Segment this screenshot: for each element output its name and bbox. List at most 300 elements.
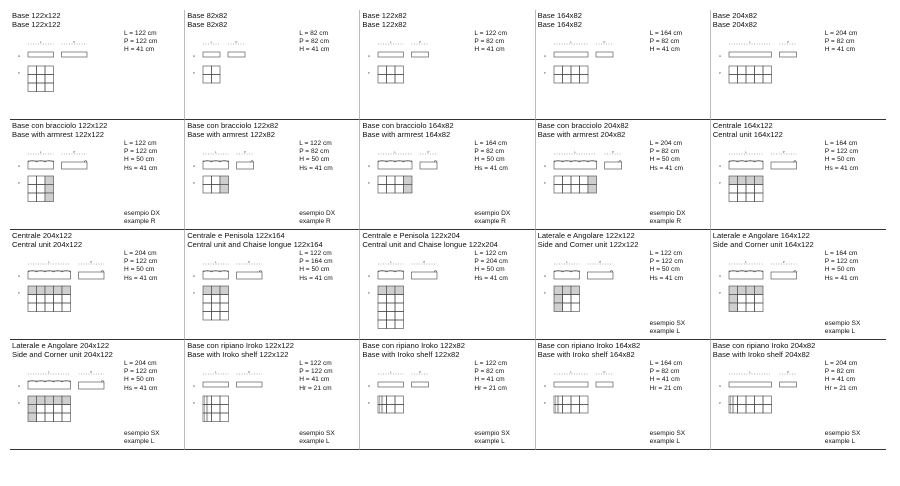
svg-text:H: H [543,54,546,58]
dimension-value: L = 164 cm [649,360,683,367]
dimension-value: P = 122 cm [824,148,859,156]
dimensions-list [474,250,508,283]
dimension-value: L = 82 cm [299,30,329,37]
product-titles [12,12,61,29]
svg-text:L: L [390,370,392,374]
example-note [474,210,510,226]
dimension-value: H = 41 cm [824,376,856,384]
product-cell [185,120,360,230]
note-italian: esempio DX [649,209,686,217]
product-titles [713,342,816,359]
technical-drawing [717,370,821,442]
dimension-value: P = 82 cm [299,38,329,46]
svg-text:L: L [749,370,751,374]
svg-text:H: H [543,384,546,388]
title-english: Side and Corner unit 164x122 [712,239,814,249]
product-titles [362,232,498,249]
title-english: Central unit 204x122 [12,239,83,249]
title-english: Base with Iroko shelf 122x82 [362,349,460,359]
technical-drawing [717,260,821,332]
dimension-value: H = 50 cm [299,156,330,164]
title-italian: Centrale 164x122 [712,121,773,130]
svg-text:H: H [193,384,196,388]
dimension-value: L = 122 cm [474,360,507,367]
svg-text:L: L [48,260,51,264]
product-cell [536,120,711,230]
title-italian: Base con bracciolo 204x82 [537,121,629,130]
product-cell [185,340,360,450]
note-italian: esempio SX [649,429,686,437]
dimension-value: L = 204 cm [824,360,858,367]
svg-text:H: H [368,274,371,278]
product-titles [12,342,113,359]
dimension-value: P = 82 cm [474,368,505,376]
note-english: example L [824,327,856,335]
title-english: Base with Iroko shelf 122x122 [187,349,289,359]
product-titles [538,12,582,29]
product-cell [536,10,711,120]
dimension-value: P = 164 cm [299,258,333,266]
product-titles [12,122,107,139]
dimension-value: L = 204 cm [124,360,157,367]
svg-text:P: P [543,401,546,405]
dimension-value: Hr = 21 cm [474,384,507,392]
dimension-value: H = 50 cm [474,266,505,274]
dimensions-list [474,30,507,55]
dimension-value: Hs = 41 cm [124,274,158,282]
svg-text:P: P [368,291,371,295]
dimension-value: P = 82 cm [649,368,680,376]
title-english: Side and Corner unit 204x122 [12,349,113,359]
technical-drawing [16,370,120,442]
note-italian: esempio SX [824,319,861,327]
example-note [299,430,335,446]
svg-text:P: P [543,291,546,295]
dimension-value: H = 50 cm [649,156,680,164]
product-titles [538,122,629,139]
dimension-value: P = 82 cm [649,148,680,156]
title-english: Central unit and Chaise longue 122x204 [362,239,498,249]
dimensions-list [825,360,858,393]
technical-drawing [366,40,470,112]
svg-text:H: H [193,54,196,58]
dimensions-list [124,360,158,393]
product-titles [538,342,641,359]
product-titles [12,232,82,249]
svg-text:L: L [569,370,572,374]
dimension-value: H = 50 cm [124,156,155,164]
example-note [650,210,686,226]
svg-text:P: P [718,401,721,405]
note-italian: esempio SX [124,429,160,437]
product-cell [185,10,360,120]
svg-text:H: H [18,164,21,168]
dimension-value: P = 122 cm [124,258,158,266]
svg-text:H: H [193,274,196,278]
technical-drawing [191,150,295,222]
svg-text:H: H [18,54,21,58]
note-italian: esempio SX [824,429,861,437]
dimension-value: L = 204 cm [824,30,858,37]
dimension-value: P = 82 cm [474,148,505,156]
svg-text:L: L [390,260,392,264]
product-titles [538,232,639,249]
dimensions-list [124,250,158,283]
dimension-value: H = 50 cm [824,156,856,164]
example-note [825,430,861,446]
dimension-value: L = 122 cm [474,30,507,37]
svg-text:P: P [368,401,371,405]
technical-drawing [191,260,295,332]
product-cell [360,120,535,230]
example-note [650,320,686,336]
dimension-value: H = 50 cm [649,266,680,274]
dimensions-list [650,250,684,283]
dimensions-list [650,360,683,393]
technical-drawing [542,40,646,112]
svg-text:P: P [419,370,422,374]
technical-drawing [366,260,470,332]
svg-text:L: L [39,40,42,44]
dimension-value: L = 164 cm [474,140,507,147]
title-italian: Base 122x122 [12,11,61,20]
title-english: Base with armrest 122x122 [12,129,105,139]
product-cell [10,340,185,450]
dimension-value: H = 50 cm [124,266,155,274]
dimensions-list [825,30,858,55]
note-italian: esempio SX [299,429,335,437]
technical-drawing [191,370,295,442]
product-titles [362,122,453,139]
dimension-value: L = 164 cm [824,250,858,257]
dimensions-list [124,140,158,173]
dimensions-list [299,140,333,173]
title-italian: Base con ripiano Iroko 122x82 [362,341,465,350]
dimension-value: P = 82 cm [649,38,680,46]
note-english: example R [649,217,682,225]
note-english: example R [299,217,331,225]
product-titles [187,122,278,139]
note-english: example L [824,437,856,445]
dimension-value: P = 204 cm [474,258,508,266]
title-italian: Base 122x82 [362,11,407,20]
svg-text:P: P [73,150,76,154]
dimension-value: L = 122 cm [299,360,332,367]
svg-text:L: L [390,40,392,44]
svg-text:P: P [543,71,546,75]
svg-text:P: P [244,150,247,154]
product-cell [10,120,185,230]
dimension-value: Hs = 41 cm [474,274,508,282]
note-italian: esempio SX [649,319,686,327]
title-italian: Laterale e Angolare 122x122 [537,231,635,240]
dimension-value: Hs = 41 cm [124,384,158,392]
svg-text:P: P [786,370,789,374]
title-italian: Base con bracciolo 122x82 [187,121,279,130]
dimension-value: L = 164 cm [649,30,683,37]
dimension-value: P = 122 cm [124,38,158,46]
dimension-value: P = 82 cm [824,38,855,46]
product-cell [711,120,886,230]
title-english: Central unit 164x122 [712,129,783,139]
example-note [650,430,686,446]
svg-text:P: P [235,40,238,44]
svg-text:P: P [18,181,21,185]
note-english: example L [649,327,681,335]
dimension-value: P = 82 cm [474,38,505,46]
product-cell [10,10,185,120]
title-english: Base 122x122 [12,19,61,29]
dimension-value: Hs = 41 cm [824,274,859,282]
svg-text:H: H [368,54,371,58]
product-titles [187,342,294,359]
note-italian: esempio DX [474,209,511,217]
title-english: Base 122x82 [362,19,407,29]
note-english: example L [649,437,681,445]
svg-text:L: L [744,150,747,154]
title-italian: Centrale e Penisola 122x204 [362,231,460,240]
technical-drawing [16,40,120,112]
title-italian: Base con ripiano Iroko 204x82 [712,341,816,350]
svg-text:P: P [718,291,721,295]
svg-text:H: H [718,274,721,278]
svg-text:L: L [215,370,217,374]
dimensions-list [474,360,507,393]
svg-text:P: P [611,150,614,154]
svg-text:P: P [368,71,371,75]
svg-text:H: H [368,384,371,388]
svg-text:P: P [90,260,93,264]
technical-drawing [16,150,120,222]
title-english: Base 82x82 [187,19,228,29]
svg-text:L: L [744,260,747,264]
svg-text:P: P [90,370,93,374]
product-cell [10,230,185,340]
note-italian: esempio SX [474,429,510,437]
technical-drawing [16,260,120,332]
dimension-value: H = 50 cm [824,266,856,274]
svg-text:P: P [603,40,606,44]
dimension-value: Hs = 41 cm [474,164,508,172]
technical-drawing [717,40,821,112]
product-titles [187,12,227,29]
svg-text:P: P [248,260,251,264]
title-italian: Centrale e Penisola 122x164 [187,231,285,240]
note-italian: esempio DX [299,209,336,217]
dimensions-list [650,30,683,55]
dimension-value: Hr = 21 cm [649,384,683,392]
title-english: Base with armrest 122x82 [187,129,275,139]
example-note [124,430,160,446]
title-english: Base with Iroko shelf 164x82 [537,349,635,359]
dimension-value: L = 122 cm [299,250,332,257]
product-cell [536,230,711,340]
dimensions-list [825,250,859,283]
dimension-value: H = 41 cm [124,46,155,54]
svg-text:P: P [718,181,721,185]
svg-text:P: P [782,150,785,154]
svg-text:L: L [39,150,42,154]
dimension-value: P = 122 cm [824,258,859,266]
svg-text:L: L [215,260,217,264]
dimension-value: P = 82 cm [824,368,855,376]
svg-text:L: L [48,370,51,374]
title-italian: Base 204x82 [712,11,758,20]
dimension-value: L = 164 cm [824,140,858,147]
dimensions-list [650,140,684,173]
technical-drawing [191,40,295,112]
svg-text:L: L [394,150,397,154]
svg-text:P: P [18,401,21,405]
product-cell [536,340,711,450]
title-italian: Base 82x82 [187,11,228,20]
product-cell [711,340,886,450]
svg-text:H: H [718,384,721,388]
dimensions-list [299,250,333,283]
product-titles [713,232,814,249]
svg-text:H: H [368,164,371,168]
svg-text:H: H [718,54,721,58]
dimensions-list [124,30,157,55]
product-titles [362,12,406,29]
dimension-value: L = 122 cm [649,250,683,257]
dimension-value: H = 41 cm [299,46,330,54]
svg-text:P: P [598,260,601,264]
dimension-value: P = 122 cm [649,258,684,266]
dimension-value: Hr = 21 cm [299,384,332,392]
dimension-value: H = 41 cm [824,46,856,54]
dimensions-list [474,140,508,173]
dimension-value: H = 50 cm [474,156,505,164]
technical-drawing [542,370,646,442]
dimension-value: H = 41 cm [649,46,680,54]
svg-text:H: H [193,164,196,168]
dimension-value: H = 41 cm [649,376,680,384]
catalog-grid [10,10,886,450]
svg-text:L: L [210,40,213,44]
product-titles [713,12,757,29]
dimension-value: Hs = 41 cm [824,164,859,172]
product-cell [711,230,886,340]
svg-text:H: H [543,164,546,168]
product-cell [711,10,886,120]
svg-text:P: P [73,40,76,44]
svg-text:L: L [574,150,576,154]
dimension-value: H = 50 cm [299,266,330,274]
dimension-value: L = 122 cm [299,140,332,147]
dimension-value: Hs = 41 cm [299,164,333,172]
title-english: Base 204x82 [712,19,758,29]
svg-text:P: P [368,181,371,185]
title-italian: Laterale e Angolare 164x122 [712,231,810,240]
svg-text:P: P [193,181,196,185]
product-titles [713,122,783,139]
dimension-value: Hs = 41 cm [649,164,684,172]
dimensions-list [299,30,329,55]
example-note [299,210,335,226]
dimension-value: H = 41 cm [299,376,330,384]
svg-text:L: L [569,40,572,44]
dimensions-list [299,360,332,393]
dimensions-list [825,140,859,173]
svg-text:P: P [786,40,789,44]
dimension-value: Hr = 21 cm [824,384,858,392]
svg-text:P: P [193,291,196,295]
technical-drawing [542,150,646,222]
dimension-value: Hs = 41 cm [649,274,684,282]
svg-text:H: H [543,274,546,278]
title-english: Central unit and Chaise longue 122x164 [187,239,323,249]
svg-text:P: P [193,401,196,405]
title-italian: Base 164x82 [537,11,582,20]
svg-text:H: H [18,384,21,388]
note-english: example L [474,437,505,445]
example-note [124,210,160,226]
technical-drawing [366,150,470,222]
example-note [474,430,510,446]
svg-text:P: P [603,370,606,374]
dimension-value: Hs = 41 cm [124,164,158,172]
svg-text:L: L [565,260,568,264]
dimension-value: L = 204 cm [649,140,683,147]
title-english: Base with Iroko shelf 204x82 [712,349,810,359]
title-english: Side and Corner unit 122x122 [537,239,639,249]
title-italian: Base con ripiano Iroko 164x82 [537,341,641,350]
svg-text:L: L [749,40,751,44]
product-cell [360,340,535,450]
title-italian: Centrale 204x122 [12,231,72,240]
svg-text:H: H [18,274,21,278]
technical-drawing [366,370,470,442]
svg-text:H: H [718,164,721,168]
svg-text:P: P [423,260,426,264]
svg-text:P: P [18,291,21,295]
note-english: example L [299,437,330,445]
title-english: Base 164x82 [537,19,582,29]
dimension-value: P = 82 cm [299,148,329,156]
dimension-value: L = 204 cm [124,250,157,257]
svg-text:P: P [718,71,721,75]
svg-text:L: L [215,150,217,154]
dimension-value: P = 122 cm [124,148,158,156]
note-english: example R [124,217,156,225]
dimension-value: H = 50 cm [124,376,155,384]
svg-text:P: P [248,370,251,374]
title-italian: Base con ripiano Iroko 122x122 [187,341,294,350]
dimension-value: Hs = 41 cm [299,274,333,282]
dimension-value: L = 122 cm [124,30,157,37]
dimension-value: H = 41 cm [474,46,505,54]
dimension-value: L = 122 cm [124,140,157,147]
dimension-value: P = 122 cm [124,368,158,376]
title-english: Base with armrest 164x82 [362,129,451,139]
product-cell [185,230,360,340]
note-english: example L [124,437,155,445]
svg-text:P: P [419,40,422,44]
note-italian: esempio DX [124,209,160,217]
product-cell [360,10,535,120]
product-titles [187,232,323,249]
technical-drawing [542,260,646,332]
svg-text:P: P [193,71,196,75]
dimension-value: H = 41 cm [474,376,505,384]
title-italian: Laterale e Angolare 204x122 [12,341,110,350]
svg-text:P: P [782,260,785,264]
example-note [825,320,861,336]
svg-text:P: P [543,181,546,185]
dimension-value: P = 122 cm [299,368,333,376]
dimension-value: L = 122 cm [474,250,507,257]
